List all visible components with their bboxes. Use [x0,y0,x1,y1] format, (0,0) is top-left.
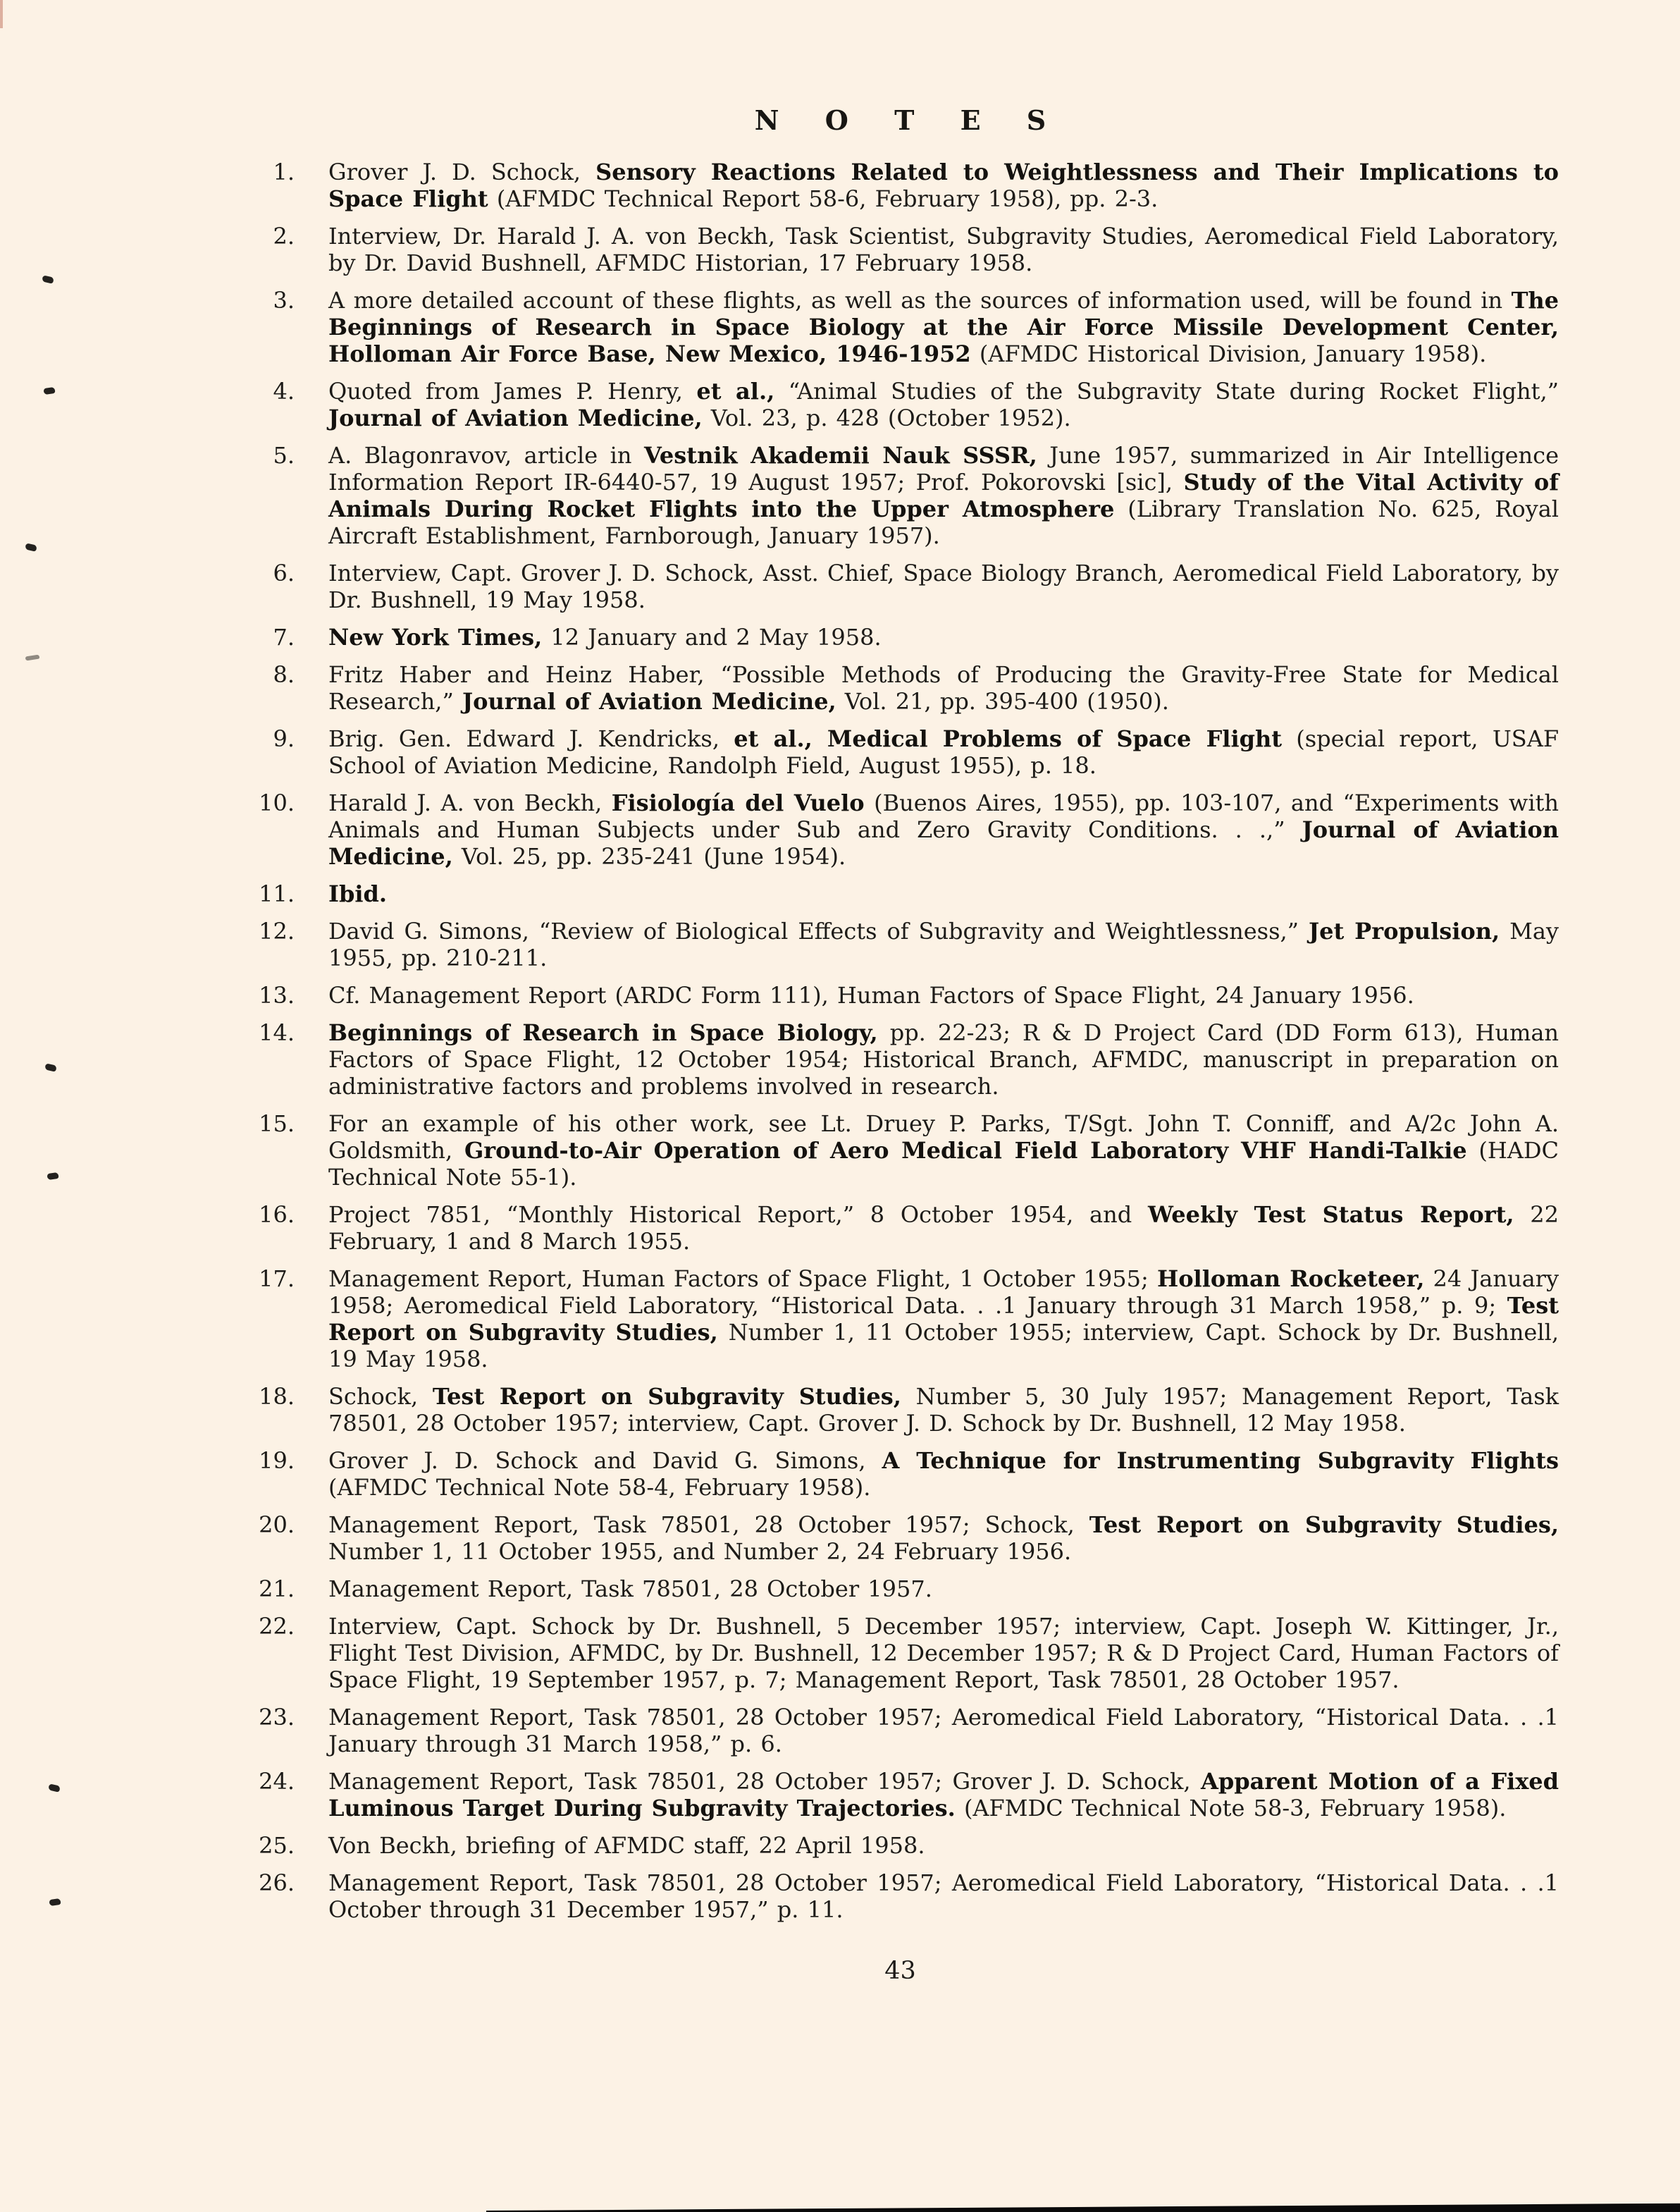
note-item [240,442,1561,549]
note-text: Project 7851, “Monthly Historical Report,” 8 October 1954, and Weekly Test Status Report, 22 February, 1 and 8 March 1955. [328,1201,1559,1255]
note-text: Brig. Gen. Edward J. Kendricks, et al., Medical Problems of Space Flight (special report, USAF School of Aviation Medicine, Randolph Field, August 1955), p. 18. [328,725,1559,779]
note-text: Ibid. [328,880,388,907]
note-number: 23. [259,1704,295,1731]
note-item [240,560,1561,613]
note-text: New York Times, 12 January and 2 May 1958. [328,624,882,651]
pencil-mark [25,654,40,660]
note-number: 6. [273,560,295,586]
note-item [240,918,1561,971]
pencil-mark [49,1898,61,1906]
note-item [240,1383,1561,1437]
note-text: Fritz Haber and Heinz Haber, “Possible Methods of Producing the Gravity-Free State for Medical Research,” Journal of Aviation Medicine, Vol. 21, pp. 395-400 (1950). [328,661,1559,715]
note-number: 7. [273,624,295,651]
note-number: 20. [259,1511,295,1538]
note-number: 1. [273,159,295,185]
note-item [240,880,1561,907]
pencil-mark [47,1172,58,1180]
note-number: 25. [259,1832,295,1859]
note-item [240,1019,1561,1100]
note-number: 16. [259,1201,295,1228]
note-number: 4. [273,378,295,405]
note-text: A more detailed account of these flights, as well as the sources of information used, will be found in The Beginnings of Research in Space Biology at the Air Force Missile Development Center, Holloman Air Force Base, New Mexico, 1946-1952 (AFMDC Historical Division, January 1958). [328,287,1559,367]
note-item [240,1575,1561,1602]
page-content [240,104,1561,1985]
note-item [240,1511,1561,1565]
note-number: 18. [259,1383,295,1410]
pencil-mark [43,387,55,395]
pencil-mark [48,1783,61,1792]
note-item [240,1832,1561,1859]
note-text: Interview, Capt. Grover J. D. Schock, Asst. Chief, Space Biology Branch, Aeromedical Field Laboratory, by Dr. Bushnell, 19 May 1958. [328,560,1559,613]
pencil-mark [25,543,37,551]
note-item [240,1110,1561,1191]
note-text: Cf. Management Report (ARDC Form 111), Human Factors of Space Flight, 24 January 1956. [328,982,1414,1009]
note-number: 3. [273,287,295,314]
note-text: Management Report, Human Factors of Space Flight, 1 October 1955; Holloman Rocketeer, 24 January 1958; Aeromedical Field Laboratory, “Historical Data. . .1 January through 31 March 1958,” p. 9; Test Report on Subgravity Studies, Number 1, 11 October 1955; interview, Capt. Schock by Dr. Bushnell, 19 May 1958. [328,1265,1559,1372]
note-item [240,661,1561,715]
note-text: Beginnings of Research in Space Biology, pp. 22-23; R & D Project Card (DD Form 613), Human Factors of Space Flight, 12 October 1954; Historical Branch, AFMDC, manuscript in preparation on administrative factors and problems involved in research. [328,1019,1559,1100]
note-text: Management Report, Task 78501, 28 October 1957. [328,1575,932,1602]
note-item [240,223,1561,276]
notes-list [240,159,1561,1923]
note-text: Grover J. D. Schock and David G. Simons, A Technique for Instrumenting Subgravity Flights (AFMDC Technical Note 58-4, February 1958). [328,1447,1559,1501]
note-text: David G. Simons, “Review of Biological Effects of Subgravity and Weightlessness,” Jet Propulsion, May 1955, pp. 210-211. [328,918,1559,971]
note-number: 19. [259,1447,295,1474]
note-number: 21. [259,1575,295,1602]
note-text: Interview, Capt. Schock by Dr. Bushnell, 5 December 1957; interview, Capt. Joseph W. Kittinger, Jr., Flight Test Division, AFMDC, by Dr. Bushnell, 12 December 1957; R & D Project Card, Human Factors of Space Flight, 19 September 1957, p. 7; Management Report, Task 78501, 28 October 1957. [328,1613,1559,1693]
page-title: N O T E S [754,104,1065,136]
note-number: 17. [259,1265,295,1292]
note-number: 8. [273,661,295,688]
note-number: 22. [259,1613,295,1640]
note-number: 15. [259,1110,295,1137]
note-number: 12. [259,918,295,945]
note-item [240,1768,1561,1821]
note-number: 11. [259,880,295,907]
scan-left-edge-artifact [0,0,3,28]
note-text: Grover J. D. Schock, Sensory Reactions Related to Weightlessness and Their Implications to Space Flight (AFMDC Technical Report 58-6, February 1958), pp. 2-3. [328,159,1559,212]
note-item [240,1447,1561,1501]
note-number: 2. [273,223,295,250]
note-text: Management Report, Task 78501, 28 October 1957; Grover J. D. Schock, Apparent Motion of a Fixed Luminous Target During Subgravity Trajectories. (AFMDC Technical Note 58-3, February 1958). [328,1768,1559,1821]
note-item [240,789,1561,870]
note-text: Management Report, Task 78501, 28 October 1957; Schock, Test Report on Subgravity Studies, Number 1, 11 October 1955, and Number 2, 24 February 1956. [328,1511,1559,1565]
note-item [240,982,1561,1009]
note-text: Von Beckh, briefing of AFMDC staff, 22 April 1958. [328,1832,925,1859]
note-number: 14. [259,1019,295,1046]
note-text: Management Report, Task 78501, 28 October 1957; Aeromedical Field Laboratory, “Historical Data. . .1 January through 31 March 1958,” p. 6. [328,1704,1559,1757]
note-number: 26. [259,1869,295,1896]
note-number: 13. [259,982,295,1009]
note-item [240,1201,1561,1255]
note-number: 9. [273,725,295,752]
note-number: 24. [259,1768,295,1795]
note-item [240,1613,1561,1693]
note-item [240,159,1561,212]
note-item [240,378,1561,431]
note-item [240,725,1561,779]
note-item [240,624,1561,651]
page-number: 43 [884,1957,916,1985]
note-text: A. Blagonravov, article in Vestnik Akademii Nauk SSSR, June 1957, summarized in Air Intelligence Information Report IR-6440-57, 19 August 1957; Prof. Pokorovski [sic], Study of the Vital Activity of Animals During Rocket Flights into the Upper Atmosphere (Library Translation No. 625, Royal Aircraft Establishment, Farnborough, January 1957). [328,442,1559,549]
note-item [240,1265,1561,1372]
note-text: Harald J. A. von Beckh, Fisiología del Vuelo (Buenos Aires, 1955), pp. 103-107, and “Experiments with Animals and Human Subjects under Sub and Zero Gravity Conditions. . .,” Journal of Aviation Medicine, Vol. 25, pp. 235-241 (June 1954). [328,789,1559,870]
note-number: 5. [273,442,295,469]
note-text: Management Report, Task 78501, 28 October 1957; Aeromedical Field Laboratory, “Historical Data. . .1 October through 31 December 1957,” p. 11. [328,1869,1559,1923]
note-text: For an example of his other work, see Lt. Druey P. Parks, T/Sgt. John T. Conniff, and A/2c John A. Goldsmith, Ground-to-Air Operation of Aero Medical Field Laboratory VHF Handi-Talkie (HADC Technical Note 55-1). [328,1110,1559,1191]
pencil-mark [42,275,54,283]
note-text: Schock, Test Report on Subgravity Studies, Number 5, 30 July 1957; Management Report, Task 78501, 28 October 1957; interview, Capt. Grover J. D. Schock by Dr. Bushnell, 12 May 1958. [328,1383,1559,1437]
note-item [240,287,1561,367]
note-number: 10. [259,789,295,816]
note-text: Quoted from James P. Henry, et al., “Animal Studies of the Subgravity State during Rocket Flight,” Journal of Aviation Medicine, Vol. 23, p. 428 (October 1952). [328,378,1559,431]
pencil-mark [44,1063,57,1071]
note-text: Interview, Dr. Harald J. A. von Beckh, Task Scientist, Subgravity Studies, Aeromedical Field Laboratory, by Dr. David Bushnell, AFMDC Historian, 17 February 1958. [328,223,1559,276]
note-item [240,1869,1561,1923]
note-item [240,1704,1561,1757]
